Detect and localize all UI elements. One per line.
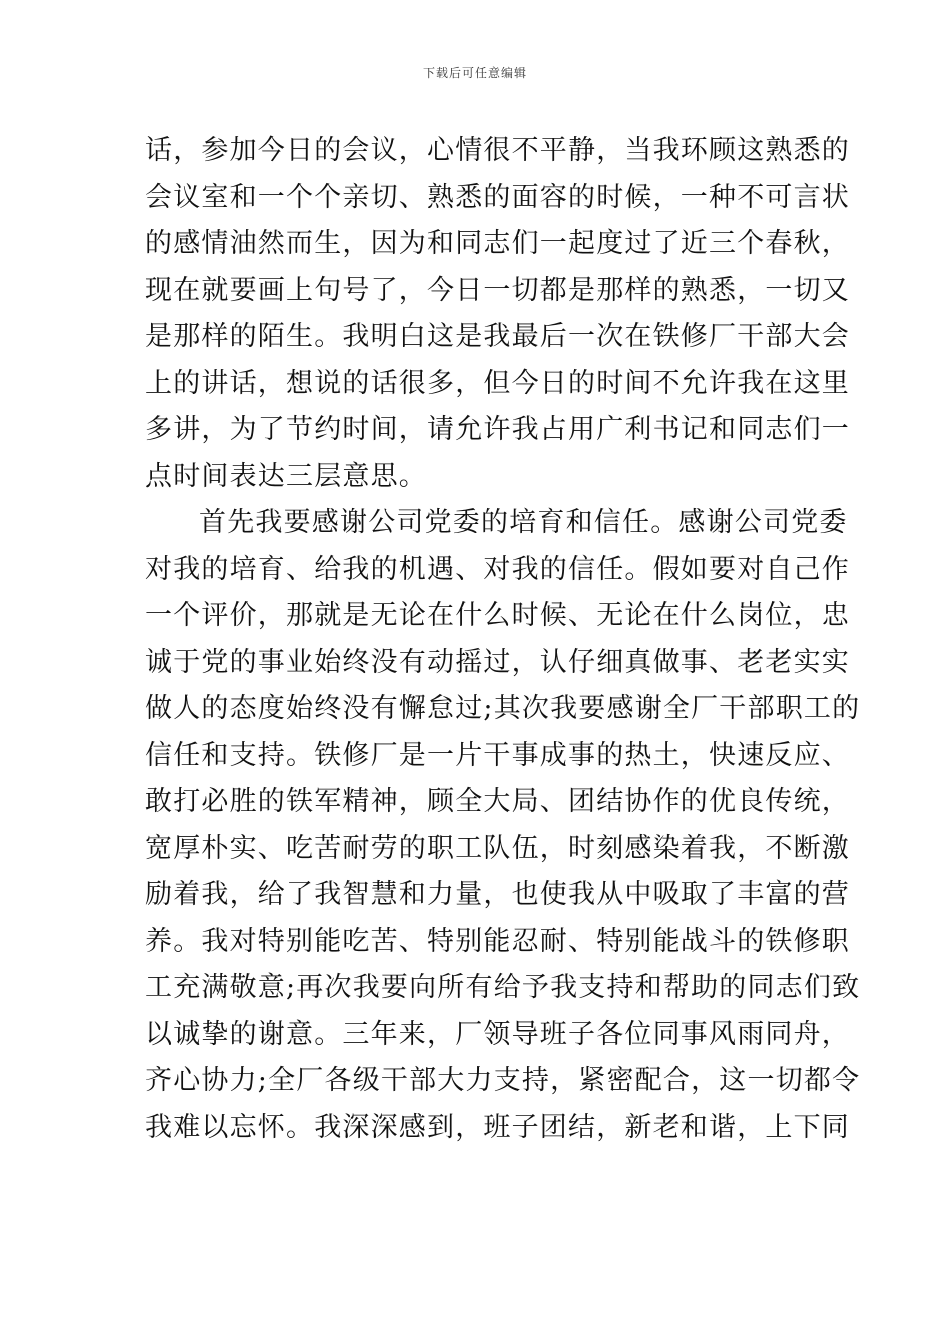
text-line: 现在就要画上句号了，今日一切都是那样的熟悉，一切又 [145, 274, 850, 306]
text-line: 对我的培育、给我的机遇、对我的信任。假如要对自己作 [145, 553, 850, 585]
text-line: 上的讲话，想说的话很多，但今日的时间不允许我在这里 [145, 367, 850, 399]
text-line: 的感情油然而生，因为和同志们一起度过了近三个春秋， [145, 228, 850, 259]
text-line: 会议室和一个个亲切、熟悉的面容的时候，一种不可言状 [145, 181, 850, 213]
document-body [145, 128, 861, 1151]
text-line: 诚于党的事业始终没有动摇过，认仔细真做事、老老实实 [145, 646, 850, 678]
text-line: 一个评价，那就是无论在什么时候、无论在什么岗位，忠 [145, 600, 850, 631]
paragraph-start-line: 首先我要感谢公司党委的培育和信任。感谢公司党委 [199, 507, 848, 538]
text-line: 信任和支持。铁修厂是一片干事成事的热土，快速反应、 [145, 739, 850, 771]
text-line: 励着我，给了我智慧和力量，也使我从中吸取了丰富的营 [145, 879, 850, 910]
text-line: 敢打必胜的铁军精神，顾全大局、团结协作的优良传统， [145, 786, 850, 817]
text-line: 养。我对特别能吃苦、特别能忍耐、特别能战斗的铁修职 [145, 925, 850, 957]
page-header: 下载后可任意编辑 [422, 66, 527, 80]
text-line: 话，参加今日的会议，心情很不平静，当我环顾这熟悉的 [145, 135, 850, 166]
text-line: 我难以忘怀。我深深感到，班子团结，新老和谐，上下同 [145, 1111, 850, 1143]
text-line: 齐心协力;全厂各级干部大力支持，紧密配合，这一切都令 [145, 1065, 861, 1096]
text-line: 是那样的陌生。我明白这是我最后一次在铁修厂干部大会 [145, 321, 850, 352]
text-line: 以诚挚的谢意。三年来，厂领导班子各位同事风雨同舟， [145, 1018, 850, 1050]
text-line: 宽厚朴实、吃苦耐劳的职工队伍，时刻感染着我，不断激 [145, 832, 850, 864]
text-line: 多讲，为了节约时间，请允许我占用广利书记和同志们一 [145, 414, 850, 445]
text-line: 点时间表达三层意思。 [145, 460, 427, 492]
text-line: 做人的态度始终没有懈怠过;其次我要感谢全厂干部职工的 [145, 693, 861, 724]
text-line: 工充满敬意;再次我要向所有给予我支持和帮助的同志们致 [145, 972, 861, 1003]
